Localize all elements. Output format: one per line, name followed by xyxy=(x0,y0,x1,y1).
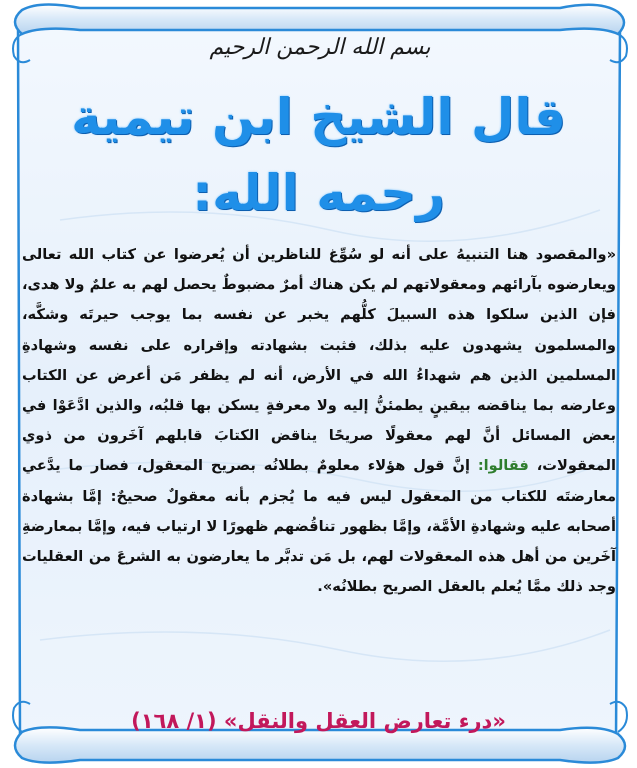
quote-text xyxy=(22,240,616,602)
quote-highlight: فقالوا: xyxy=(477,457,529,475)
quote-text-part-1: «والمقصود هنا التنبيهُ على أنه لو سُوِّغ للناظرين أن يُعرضوا عن كتاب الله تعالى ويعارضوه بآرائهم ومعقولاتهم لم يكن هناك أمرٌ مضبوطٌ يحصل لهم به علمٌ ولا هدى، فإن الذين سلكوا هذه السبيلَ كلُّهم يخبر عن نفسه بما يوجب حيرتَه وشكَّه، والمسلمون يشهدون عليه بذلك، فثبت بشهادته وإقراره على نفسه وشهادةِ المسلمين الذين هم شهداءُ الله في الأرض، أنه لم يظفر مَن أعرض عن الكتاب وعارضه بما يناقضه بيقينٍ يطمئنُّ إليه ولا معرفةٍ يسكن بها قلبُه، والذين ادَّعَوْا في بعض المسائل أنَّ لهم معقولًا صريحًا يناقض الكتابَ قابلهم آخَرون من ذوي المعقولات، xyxy=(22,246,616,475)
page-title: قال الشيخ ابن تيمية xyxy=(71,88,566,146)
basmala-calligraphy: بسم الله الرحمن الرحيم xyxy=(209,34,431,60)
page-subtitle: رحمه الله: xyxy=(192,164,445,222)
quote-text-part-2: إنَّ قول هؤلاء معلومٌ بطلانُه بصريح المعقول، فصار ما يدَّعي معارضتَه للكتاب من المعقول ليس فيه ما يُجزم بأنه معقولٌ صحيحٌ: إمَّا بشهادة أصحابه عليه وشهادةِ الأمَّة، وإمَّا بظهور تناقُضهم ظهورًا لا ارتياب فيه، وإمَّا بمعارضةِ آخَرين من أهل هذه المعقولات لهم، بل مَن تدبَّر ما يعارضون به الشرعَ من العقليات وجد ذلك ممَّا يُعلم بالعقل الصريح بطلانُه». xyxy=(22,457,616,596)
source-citation: «درء تعارض العقل والنقل» (١/ ١٦٨) xyxy=(131,709,506,733)
